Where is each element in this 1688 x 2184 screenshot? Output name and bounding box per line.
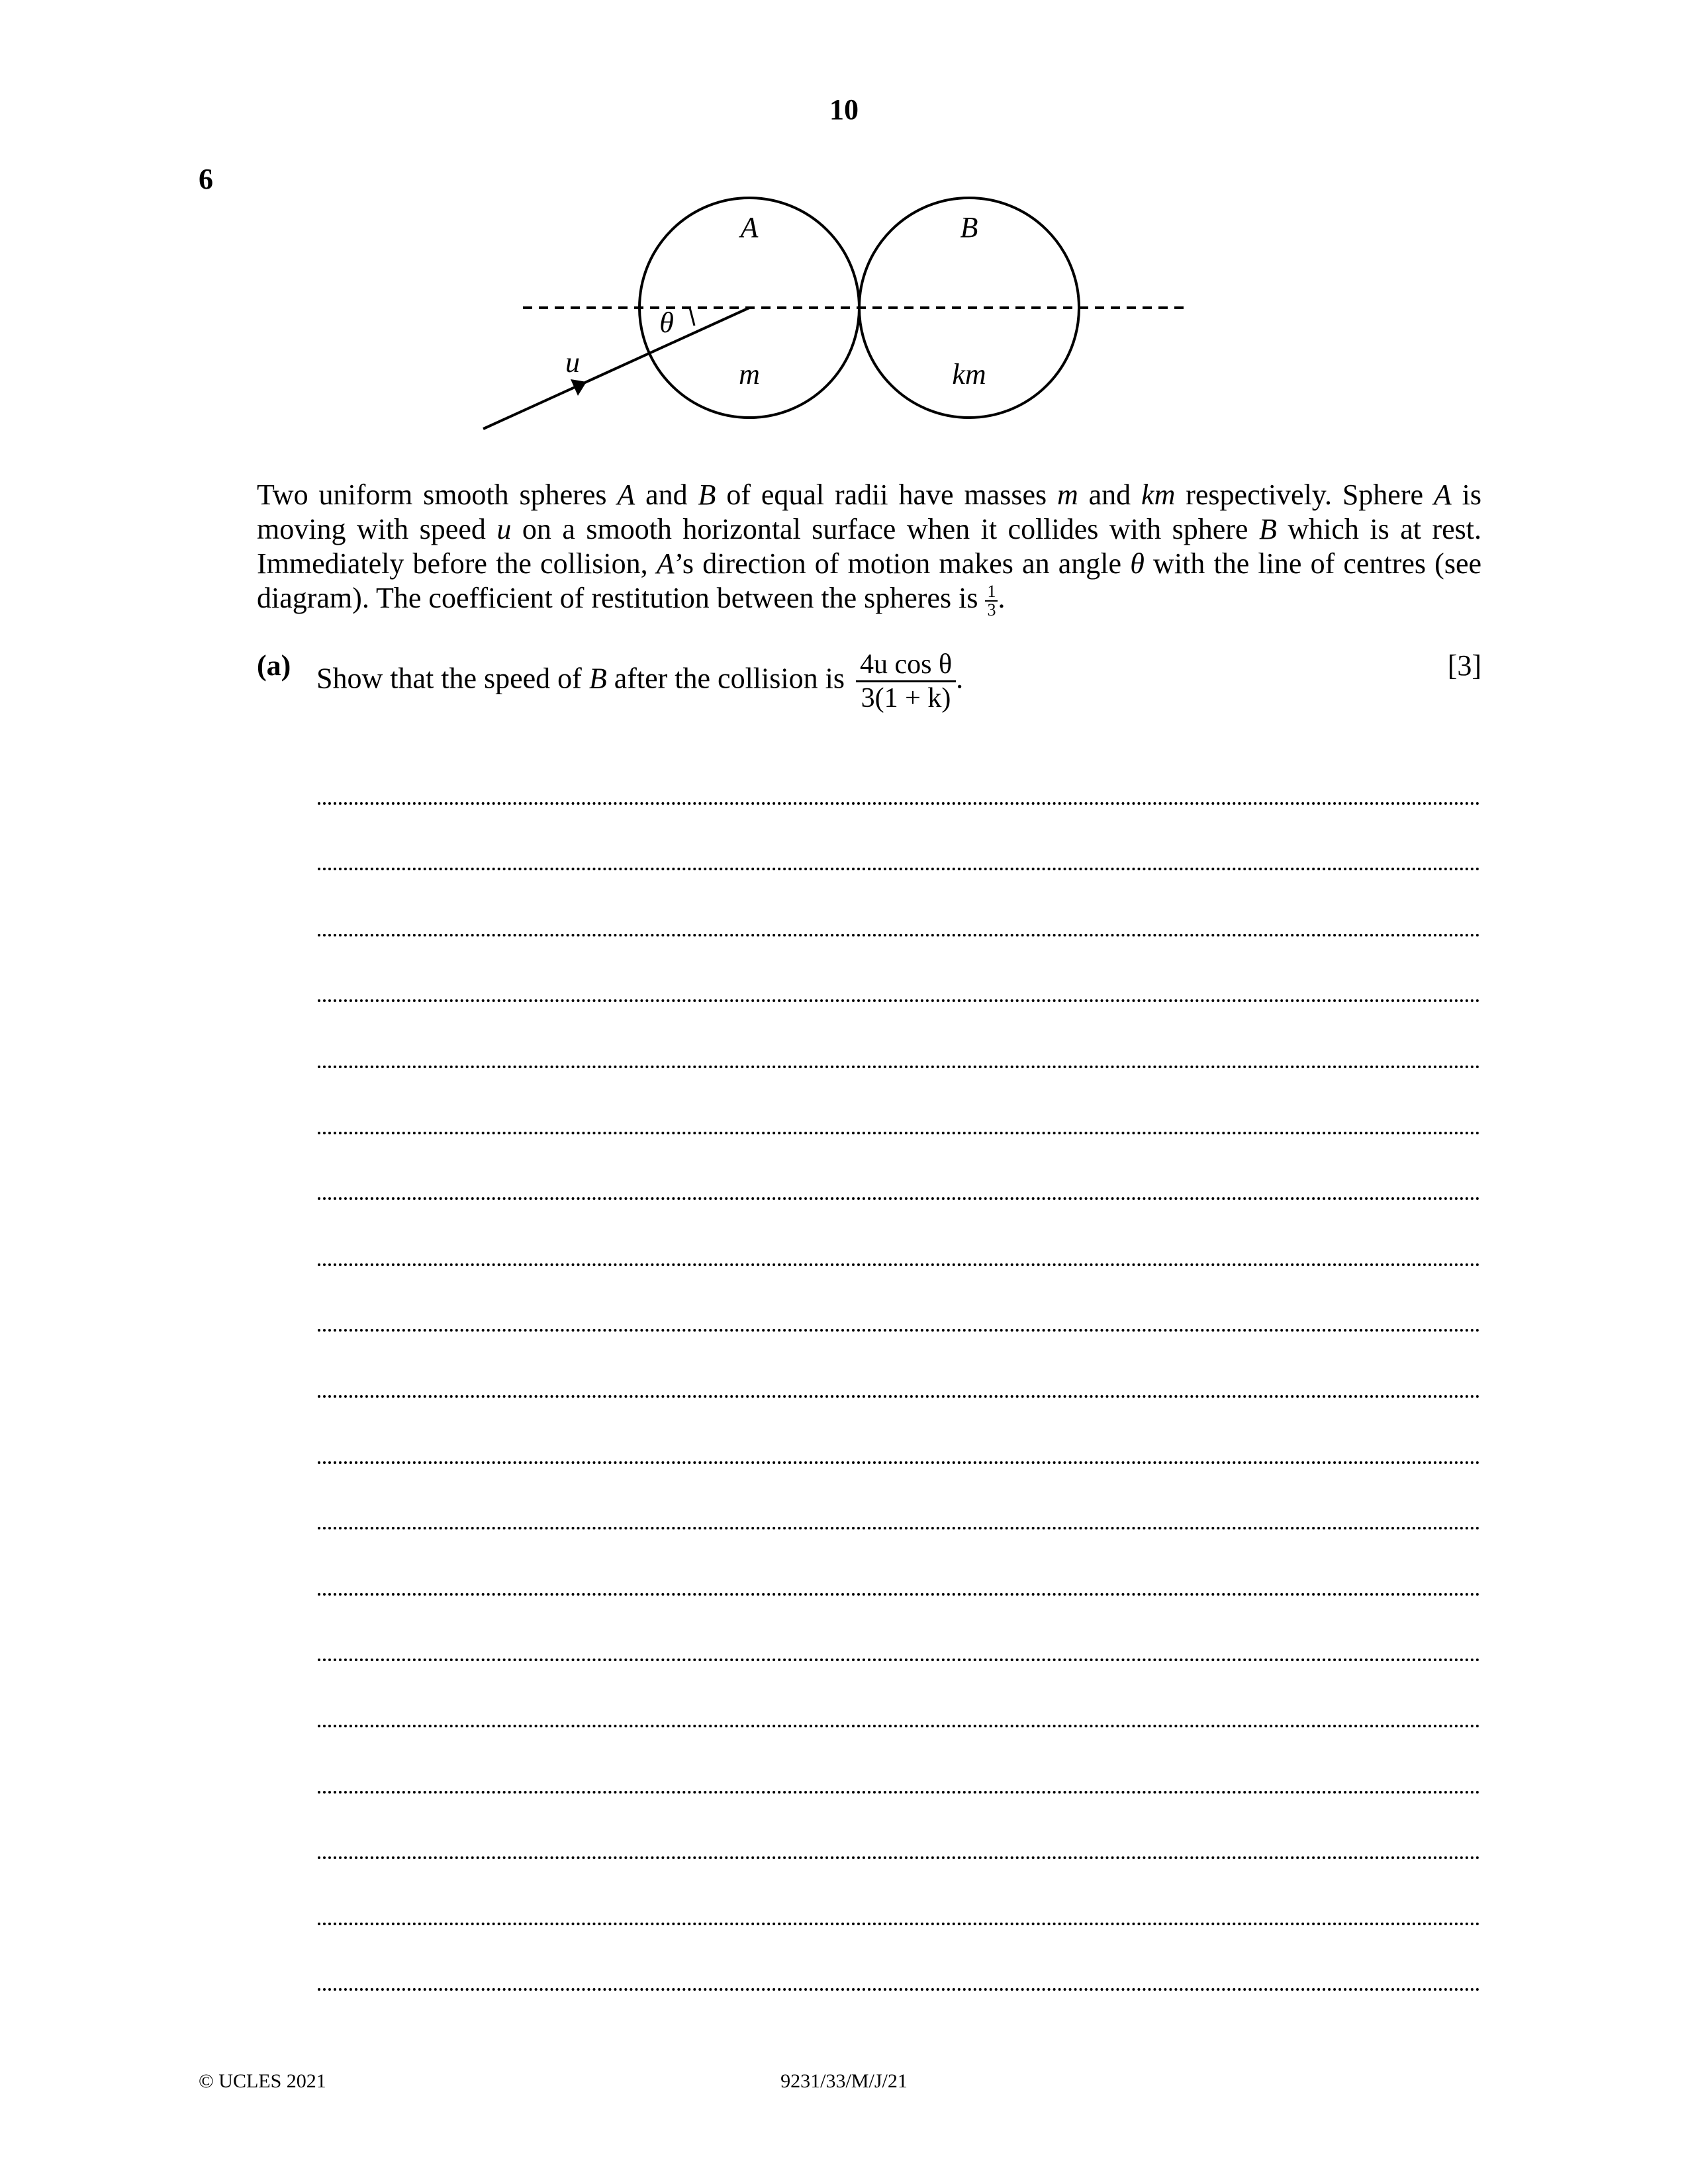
- answer-line[interactable]: [318, 1794, 1480, 1860]
- label-m: m: [739, 358, 760, 390]
- label-a: A: [740, 211, 759, 244]
- answer-line[interactable]: [318, 1266, 1480, 1332]
- speed-fraction: $\frac{\text{4u cos θ}}{3(1 + k)}$: [856, 649, 956, 714]
- answer-line[interactable]: [318, 1398, 1480, 1464]
- answer-line[interactable]: [318, 870, 1480, 936]
- question-number: 6: [199, 163, 213, 195]
- answer-line[interactable]: [318, 739, 1480, 805]
- answer-area[interactable]: [318, 739, 1480, 1991]
- answer-line[interactable]: [318, 805, 1480, 871]
- answer-line[interactable]: [318, 1596, 1480, 1662]
- part-a-marks: [3]: [1447, 649, 1481, 682]
- label-b: B: [960, 211, 978, 244]
- label-u: u: [565, 346, 580, 379]
- answer-line[interactable]: [318, 936, 1480, 1003]
- collision-diagram: [463, 185, 1225, 450]
- answer-line[interactable]: [318, 1859, 1480, 1925]
- restitution-fraction: $\frac{1}{3}$: [985, 583, 998, 619]
- part-a-text: Show that the speed of B after the collision is $\frac{\text{4u cos θ}}{3(1 + k)}$ .: [316, 649, 964, 713]
- answer-line[interactable]: [318, 1200, 1480, 1266]
- answer-line[interactable]: [318, 1529, 1480, 1596]
- answer-line[interactable]: [318, 1661, 1480, 1727]
- label-theta: θ: [659, 306, 674, 339]
- answer-line[interactable]: [318, 1925, 1480, 1991]
- question-stem: Two uniform smooth spheres A and B of equal radii have masses m and km respectively. Sphere A is moving with speed u on a smooth horizontal surface when it collides with sphere B which is at rest. Immediately before the collision, A’s direction of motion makes an angle θ with the line of centres (see diagram). The coefficient of restitution between the spheres is $\frac{1}{3}$ .: [257, 478, 1482, 619]
- part-a-label: (a): [257, 649, 291, 682]
- footer-paper-code: 9231/33/M/J/21: [780, 2070, 908, 2092]
- answer-line[interactable]: [318, 1134, 1480, 1201]
- page-number: 10: [829, 93, 859, 126]
- footer-copyright: © UCLES 2021: [199, 2070, 326, 2092]
- answer-line[interactable]: [318, 1464, 1480, 1530]
- answer-line[interactable]: [318, 1332, 1480, 1398]
- answer-line[interactable]: [318, 1002, 1480, 1068]
- label-km: km: [952, 358, 986, 390]
- answer-line[interactable]: [318, 1068, 1480, 1134]
- angle-marker: [690, 308, 694, 326]
- answer-line[interactable]: [318, 1727, 1480, 1794]
